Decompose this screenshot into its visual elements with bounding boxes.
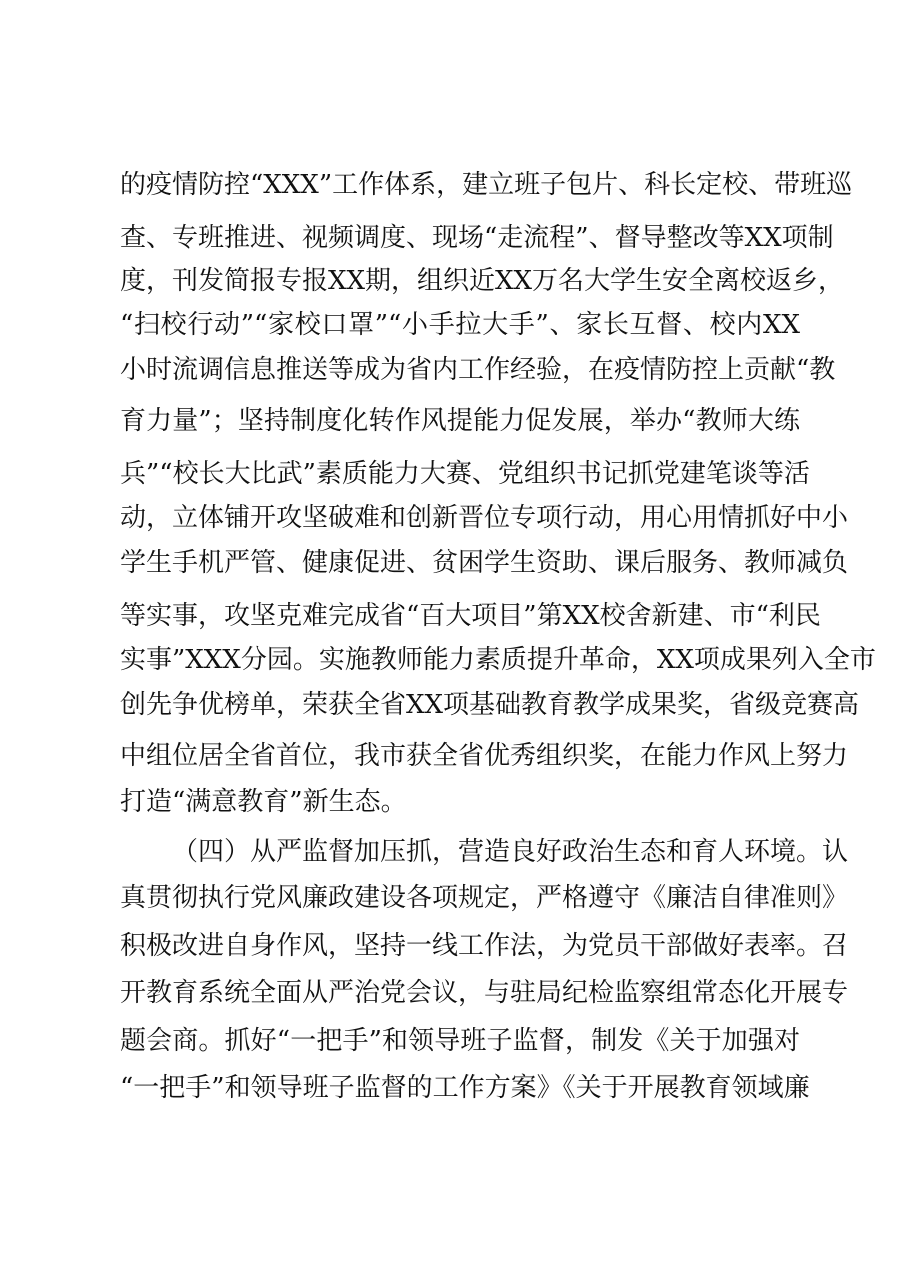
text-line-12: 创先争优榜单，荣获全省XX项基础教育教学成果奖，省级竞赛高: [120, 690, 860, 720]
text-line-1: 的疫情防控“XXX”工作体系，建立班子包片、科长定校、带班巡: [120, 170, 853, 200]
text-line-16: 真贯彻执行党风廉政建设各项规定，严格遵守《廉洁自律准则》: [120, 883, 849, 913]
text-line-19: 题会商。抓好“一把手”和领导班子监督，制发《关于加强对: [120, 1026, 800, 1056]
text-line-14: 打造“满意教育”新生态。: [120, 787, 407, 817]
text-line-9: 学生手机严管、健康促进、贫困学生资助、课后服务、教师减负: [120, 548, 849, 578]
text-line-7: 兵”“校长大比武”素质能力大赛、党组织书记抓党建笔谈等活: [120, 459, 810, 489]
text-line-3: 度，刊发简报专报XX期，组织近XX万名大学生安全离校返乡，: [120, 266, 845, 296]
text-line-6: 育力量”；坚持制度化转作风提能力促发展，举办“教师大练: [120, 406, 800, 436]
text-line-4: “扫校行动”“家校口罩”“小手拉大手”、家长互督、校内XX: [120, 310, 800, 340]
text-line-13: 中组位居全省首位，我市获全省优秀组织奖，在能力作风上努力: [120, 741, 849, 771]
text-line-10: 等实事，攻坚克难完成省“百大项目”第XX校舍新建、市“利民: [120, 601, 821, 631]
text-line-18: 开教育系统全面从严治党会议，与驻局纪检监察组常态化开展专: [120, 978, 849, 1008]
text-line-5: 小时流调信息推送等成为省内工作经验，在疫情防控上贡献“教: [120, 355, 836, 385]
section-heading-line: （四）从严监督加压抓，营造良好政治生态和育人环境。认: [172, 837, 849, 867]
text-line-20: “一把手”和领导班子监督的工作方案》《关于开展教育领域廉: [120, 1073, 810, 1103]
text-line-2: 查、专班推进、视频调度、现场“走流程”、督导整改等XX项制: [120, 223, 834, 253]
text-line-11: 实事”XXX分园。实施教师能力素质提升革命，XX项成果列入全市: [120, 645, 876, 675]
text-line-8: 动，立体铺开攻坚破难和创新晋位专项行动，用心用情抓好中小: [120, 503, 849, 533]
text-line-17: 积极改进自身作风，坚持一线工作法，为党员干部做好表率。召: [120, 931, 849, 961]
